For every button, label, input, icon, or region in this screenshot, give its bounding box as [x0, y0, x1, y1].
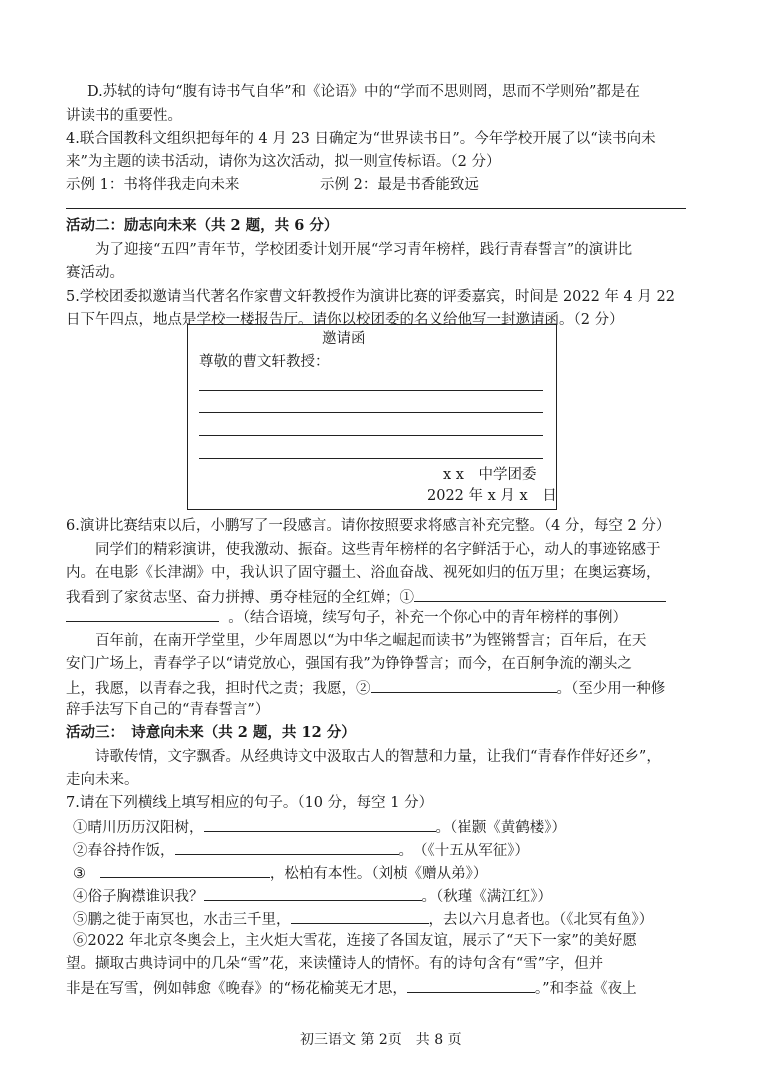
question-7-item-3-text: ③: [73, 866, 86, 882]
answer-line[interactable]: [199, 458, 543, 459]
question-5-line1: 5.学校团委拟邀请当代著名作家曹文轩教授作为演讲比赛的评委嘉宾，时间是 2022 年 4 月 22: [66, 289, 675, 305]
question-6-para2-line1: 百年前，在南开学堂里，少年周恩以“为中华之崛起而读书”为铿锵誓言；百年后，在天: [95, 633, 647, 649]
question-6-para2-line3-text: 上，我愿，以青春之我，担时代之责；我愿，②: [66, 681, 371, 697]
activity-3-intro-line2: 走向未来。: [66, 772, 139, 788]
question-6-para2-line2: 安门广场上，青春学子以“请党放心，强国有我”为铮铮誓言；而今，在百舸争流的潮头之: [66, 656, 632, 672]
question-6-para1-line3-text: 我看到了家贫志坚、奋力拼搏、勇夺桂冠的全红婵；①: [66, 590, 414, 606]
q3-option-d-line1: D.苏轼的诗句“腹有诗书气自华”和《论语》中的“学而不思则罔，思而不学则殆”都是在: [87, 84, 640, 100]
question-7-item-2-text: ②春谷持作饭，: [73, 843, 175, 859]
question-7-item-6-line1: ⑥2022 年北京冬奥会上，主火炬大雪花，连接了各国友谊，展示了“天下一家”的美好愿: [73, 933, 637, 949]
question-7-item-6-line2: 望。撷取古典诗词中的几朵“雪”花，来读懂诗人的情怀。有的诗句含有“雪”字，但并: [66, 956, 604, 972]
question-7-item-3: [73, 862, 487, 884]
question-7-item-4: [73, 885, 552, 907]
question-4-line2: 来”为主题的读书活动，请你为这次活动，拟一则宣传标语。（2 分）: [66, 154, 501, 170]
question-7-item-1: [73, 816, 566, 838]
invitation-salutation: 尊敬的曹文轩教授：: [199, 354, 330, 370]
activity-3-intro-line1: 诗歌传情，文字飘香。从经典诗文中汲取古人的智慧和力量，让我们“青春作伴好还乡”，: [95, 749, 661, 765]
question-6-para2-line3-tail: 。（至少用一种修: [556, 681, 666, 697]
question-7-item-6-line3-text: 非是在写雪，例如韩愈《晚春》的“杨花榆荚无才思，: [66, 981, 407, 997]
question-7-item-2: [73, 839, 529, 861]
answer-line[interactable]: [199, 412, 543, 413]
question-5-line2: 日下午四点，地点是学校一楼报告厅。请你以校团委的名义给他写一封邀请函。（2 分）: [66, 312, 624, 328]
activity-3-heading: 活动三： 诗意向未来（共 2 题，共 12 分）: [66, 724, 356, 741]
question-4-example-1: 示例 1：书将伴我走向未来: [66, 177, 240, 193]
answer-blank[interactable]: [175, 839, 399, 855]
question-7-item-2-source: 。 （《十五从军征》）: [398, 843, 529, 859]
answer-blank-1-continued[interactable]: [66, 606, 219, 622]
question-7-item-6-line3: [66, 977, 637, 999]
question-6-para2-line3: [66, 677, 665, 699]
question-4-line1: 4.联合国教科文组织把每年的 4 月 23 日确定为“世界读书日”。今年学校开展了以“读书向未: [66, 131, 656, 147]
page-footer: 初三语文 第 2页 共 8 页: [300, 1032, 462, 1048]
answer-blank-1[interactable]: [414, 586, 666, 602]
question-6-para1-line4-text: 。（结合语境，续写句子，补充一个你心中的青年榜样的事例）: [228, 610, 627, 626]
question-7-item-5-text: ⑤鹏之徙于南冥也，水击三千里，: [73, 912, 291, 928]
question-7-line1: 7.请在下列横线上填写相应的句子。（10 分，每空 1 分）: [66, 795, 434, 811]
answer-blank[interactable]: [291, 908, 429, 924]
activity-2-intro-line2: 赛活动。: [66, 265, 124, 281]
answer-line[interactable]: [199, 390, 543, 391]
question-6-para1-line3: [66, 586, 666, 608]
question-7-item-1-source: 。（崔颢《黄鹤楼》）: [435, 820, 566, 836]
answer-blank-2[interactable]: [371, 677, 557, 693]
answer-blank[interactable]: [407, 977, 535, 993]
question-7-item-6-line3-tail: 。”和李益《夜上: [534, 981, 637, 997]
section-divider: [66, 208, 686, 209]
q3-option-d-line2: 讲读书的重要性。: [66, 108, 182, 124]
answer-line[interactable]: [199, 435, 543, 436]
invitation-title: 邀请函: [322, 331, 366, 347]
question-6-line1: 6.演讲比赛结束以后，小鹏写了一段感言。请你按照要求将感言补充完整。（4 分，每空 2 分）: [66, 518, 671, 534]
answer-blank[interactable]: [204, 816, 436, 832]
question-6-para1-line2: 内。在电影《长津湖》中，我认识了固守疆土、浴血奋战、视死如归的伍万里；在奥运赛场，: [66, 565, 661, 581]
question-6-para2-line4: 辞手法写下自己的“青春誓言”）: [66, 702, 270, 718]
activity-2-heading: 活动二：励志向未来（共 2 题，共 6 分）: [66, 217, 339, 234]
question-6-para1-line4: [66, 606, 627, 628]
activity-2-intro-line1: 为了迎接“五四”青年节，学校团委计划开展“学习青年榜样，践行青春誓言”的演讲比: [95, 242, 633, 258]
question-7-item-4-text: ④俗子胸襟谁识我？: [73, 889, 204, 905]
answer-blank[interactable]: [204, 885, 422, 901]
answer-blank[interactable]: [100, 862, 270, 878]
question-7-item-4-source: 。（秋瑾《满江红》）: [421, 889, 552, 905]
invitation-signature: x x 中学团委: [443, 467, 537, 483]
question-7-item-5: [73, 908, 653, 930]
question-6-para1-line1: 同学们的精彩演讲，使我激动、振奋。这些青年榜样的名字鲜活于心，动人的事迹铭感于: [95, 542, 661, 558]
question-7-item-1-text: ①晴川历历汉阳树，: [73, 820, 204, 836]
question-7-item-3-source: ，松柏有本性。（刘桢《赠从弟》）: [269, 866, 488, 882]
invitation-date: 2022 年 x 月 x 日: [427, 488, 557, 504]
question-4-example-2: 示例 2：最是书香能致远: [320, 177, 479, 193]
question-7-item-5-source: ，去以六月息者也。（《北冥有鱼》）: [428, 912, 654, 928]
